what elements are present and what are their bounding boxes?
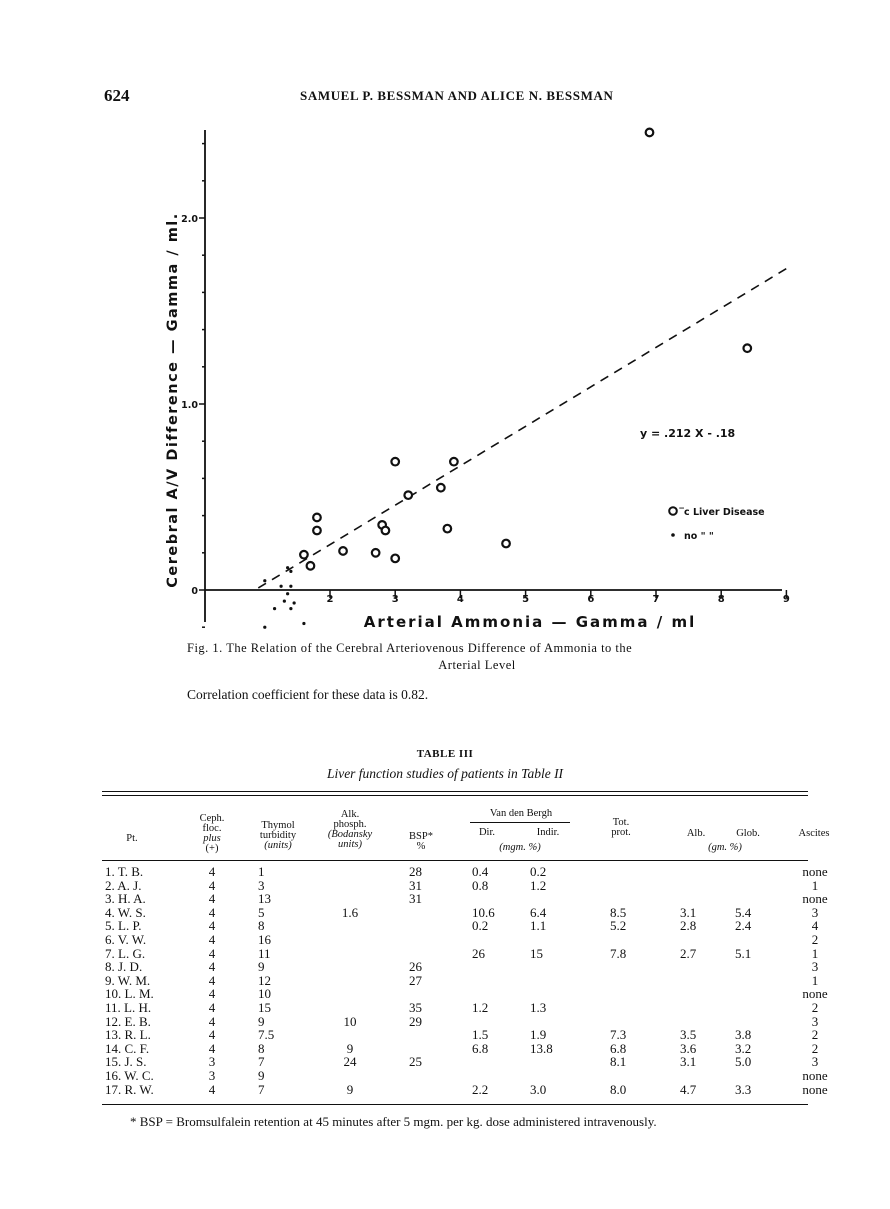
figure-caption-line1: Fig. 1. The Relation of the Cerebral Arteriovenous Difference of Ammonia to the (187, 641, 633, 655)
cell-pt: 8. J. D. (105, 959, 143, 975)
cell-indir: 1.3 (530, 1000, 547, 1015)
cell-thymol: 9 (258, 1068, 265, 1083)
cell-tot: 8.0 (610, 1081, 627, 1097)
cell-bsp: 29 (409, 1013, 422, 1029)
cell-ceph: 4 (208, 918, 216, 934)
cell-ceph: 4 (208, 1013, 216, 1029)
cell-pt: 5. L. P. (105, 918, 142, 934)
cell-dir: 0.2 (472, 918, 489, 934)
liver-disease-point (404, 491, 412, 499)
header-ceph: Ceph. floc. plus (+) (199, 813, 225, 854)
cell-dir: 26 (472, 945, 485, 961)
cell-thymol: 7.5 (258, 1027, 275, 1043)
van-den-bergh-rule (470, 822, 570, 823)
cell-ceph: 4 (208, 1000, 216, 1015)
cell-ceph: 4 (208, 932, 216, 947)
header-indir: Indir. (536, 827, 560, 838)
x-axis-label: Arterial Ammonia — Gamma / ml (363, 613, 697, 631)
cell-indir: 15 (530, 945, 543, 961)
cell-bsp: 25 (409, 1054, 422, 1070)
cell-ceph: 4 (208, 904, 216, 920)
cell-ceph: 4 (208, 972, 216, 988)
cell-ceph: 4 (208, 891, 216, 907)
cell-ceph: 4 (208, 986, 216, 1002)
cell-ascites: 2 (811, 1027, 819, 1043)
cell-ascites: 4 (811, 918, 819, 934)
cell-pt: 10. L. M. (105, 986, 154, 1002)
no-liver-disease-point (286, 566, 289, 569)
cell-thymol: 7 (258, 1081, 265, 1097)
cell-dir: 1.5 (472, 1027, 489, 1043)
cell-thymol: 8 (258, 1040, 265, 1056)
no-liver-disease-point (289, 607, 292, 610)
x-tick-label-4: 4 (456, 594, 464, 605)
cell-alb: 3.5 (680, 1027, 697, 1043)
liver-disease-point (437, 484, 445, 492)
legend-label-liver-disease: ̅c Liver Disease (684, 507, 765, 518)
table-top-rule (102, 791, 808, 792)
y-tick-label-1.0: 1.0 (181, 400, 198, 411)
header-alk-phosph: Alk. phosph. (Bodansky units) (327, 809, 373, 850)
plot-axes (205, 130, 782, 622)
regression-equation: y = .212 X - .18 (640, 427, 736, 440)
no-liver-disease-point (263, 626, 266, 629)
cell-pt: 4. W. S. (105, 904, 146, 920)
cell-glob: 3.3 (735, 1081, 752, 1097)
header-van-den-bergh: Van den Bergh (489, 808, 553, 819)
liver-disease-point (391, 458, 399, 466)
legend-dot-marker (671, 533, 675, 537)
liver-disease-point (502, 540, 510, 548)
cell-thymol: 7 (258, 1054, 265, 1070)
cell-indir: 1.2 (530, 877, 547, 893)
header-ascites: Ascites (798, 828, 830, 839)
cell-indir: 6.4 (530, 904, 547, 920)
liver-disease-point (339, 547, 347, 555)
cell-thymol: 11 (258, 945, 271, 961)
header-bsp: BSP* % (409, 831, 433, 852)
liver-disease-point (743, 344, 751, 352)
y-tick-label-2.0: 2.0 (181, 214, 198, 225)
cell-bsp: 27 (409, 972, 422, 988)
cell-indir: 1.1 (530, 918, 547, 934)
cell-tot: 8.1 (610, 1054, 627, 1070)
cell-alk: 9 (346, 1040, 354, 1056)
table-bottom-rule (102, 1104, 808, 1105)
no-liver-disease-point (273, 607, 276, 610)
correlation-note: Correlation coefficient for these data is 0.82. (187, 687, 429, 702)
liver-disease-point (391, 555, 399, 563)
cell-ascites: 1 (811, 945, 819, 961)
cell-pt: 12. E. B. (105, 1013, 151, 1029)
cell-glob: 3.8 (735, 1027, 752, 1043)
table-label: TABLE III (416, 748, 474, 760)
no-liver-disease-point (302, 622, 305, 625)
table-top-rule-double (102, 795, 808, 796)
page-number: 624 (104, 86, 130, 105)
header-dir: Dir. (478, 827, 496, 838)
cell-ceph: 3 (208, 1054, 216, 1070)
cell-dir: 0.8 (472, 877, 489, 893)
cell-alk: 10 (343, 1013, 357, 1029)
cell-ascites: none (802, 891, 828, 907)
cell-thymol: 5 (258, 904, 265, 920)
header-prot-units: (gm. %) (708, 842, 742, 853)
cell-tot: 8.5 (610, 904, 627, 920)
cell-pt: 17. R. W. (105, 1081, 154, 1097)
cell-indir: 13.8 (530, 1040, 553, 1056)
cell-ceph: 4 (208, 1027, 216, 1043)
cell-ascites: 3 (811, 1013, 819, 1029)
cell-ascites: 3 (811, 1054, 819, 1070)
cell-pt: 16. W. C. (105, 1068, 154, 1083)
cell-ascites: none (802, 1068, 828, 1083)
legend-circle-marker (669, 507, 677, 515)
data-points (263, 129, 751, 629)
cell-alb: 4.7 (680, 1081, 697, 1097)
liver-disease-point (313, 527, 321, 535)
cell-dir: 0.4 (472, 864, 489, 879)
table-footnote: * BSP = Bromsulfalein retention at 45 minutes after 5 mgm. per kg. dose administered intravenously. (130, 1114, 657, 1129)
cell-thymol: 10 (258, 986, 271, 1002)
y-tick-label-0: 0 (191, 586, 198, 597)
cell-glob: 2.4 (735, 918, 752, 934)
no-liver-disease-point (289, 585, 292, 588)
x-tick-label-6: 6 (587, 594, 595, 605)
x-tick-label-9: 9 (782, 594, 790, 605)
cell-alk: 9 (346, 1081, 354, 1097)
cell-bsp: 28 (409, 864, 422, 879)
cell-indir: 3.0 (530, 1081, 547, 1097)
cell-pt: 2. A. J. (105, 877, 142, 893)
liver-disease-point (450, 458, 458, 466)
header-vdb-units: (mgm. %) (499, 842, 541, 853)
x-tick-label-8: 8 (717, 594, 725, 605)
liver-disease-point (313, 514, 321, 522)
no-liver-disease-point (280, 585, 283, 588)
cell-dir: 6.8 (472, 1040, 489, 1056)
cell-ascites: 3 (811, 904, 819, 920)
cell-alb: 3.6 (680, 1040, 697, 1056)
cell-thymol: 12 (258, 972, 271, 988)
cell-pt: 13. R. L. (105, 1027, 151, 1043)
x-tick-label-7: 7 (652, 594, 660, 605)
cell-thymol: 15 (258, 1000, 271, 1015)
cell-bsp: 31 (409, 877, 422, 893)
cell-glob: 5.4 (735, 904, 752, 920)
cell-ascites: none (802, 864, 828, 879)
axis-ticks (199, 144, 786, 628)
cell-thymol: 8 (258, 918, 265, 934)
cell-indir: 0.2 (530, 864, 547, 879)
cell-dir: 10.6 (472, 904, 495, 920)
cell-ascites: 2 (811, 1000, 819, 1015)
cell-alb: 2.7 (680, 945, 697, 961)
x-tick-label-2: 2 (326, 594, 334, 605)
cell-glob: 5.1 (735, 945, 752, 961)
cell-bsp: 31 (409, 891, 422, 907)
cell-glob: 5.0 (735, 1054, 752, 1070)
legend-label-no-liver-disease: no " " (684, 531, 714, 542)
cell-pt: 6. V. W. (105, 932, 147, 947)
cell-thymol: 3 (258, 877, 265, 893)
y-axis-label: Cerebral A/V Difference — Gamma / ml. (165, 212, 181, 588)
header-pt: Pt. (126, 833, 138, 844)
cell-alb: 3.1 (680, 904, 697, 920)
cell-bsp: 35 (409, 1000, 422, 1015)
cell-alb: 3.1 (680, 1054, 697, 1070)
cell-thymol: 9 (258, 959, 265, 975)
cell-pt: 15. J. S. (105, 1054, 147, 1070)
cell-alk: 1.6 (341, 904, 359, 920)
cell-alk: 24 (343, 1054, 357, 1070)
cell-dir: 1.2 (472, 1000, 489, 1015)
cell-pt: 1. T. B. (105, 864, 144, 879)
cell-pt: 9. W. M. (105, 972, 151, 988)
x-tick-label-3: 3 (391, 594, 399, 605)
header-alb: Alb. (686, 828, 706, 839)
cell-ascites: 2 (811, 1040, 819, 1056)
cell-ascites: none (802, 986, 828, 1002)
cell-ceph: 3 (208, 1068, 216, 1083)
cell-thymol: 16 (258, 932, 271, 947)
cell-ceph: 4 (208, 1081, 216, 1097)
cell-tot: 6.8 (610, 1040, 627, 1056)
figure-caption-line2: Arterial Level (438, 658, 516, 672)
cell-bsp: 26 (409, 959, 422, 975)
no-liver-disease-point (289, 570, 292, 573)
figure-caption (187, 640, 767, 674)
liver-disease-point (646, 129, 654, 137)
cell-thymol: 1 (258, 864, 265, 879)
running-head: SAMUEL P. BESSMAN AND ALICE N. BESSMAN (300, 88, 614, 103)
axis-tick-labels (181, 214, 790, 605)
liver-disease-point (382, 527, 390, 535)
cell-pt: 14. C. F. (105, 1040, 150, 1056)
liver-disease-point (444, 525, 452, 533)
cell-tot: 7.3 (610, 1027, 627, 1043)
cell-ceph: 4 (208, 877, 216, 893)
table-header-rule (102, 860, 808, 861)
cell-pt: 11. L. H. (105, 1000, 152, 1015)
header-tot-prot: Tot. prot. (611, 817, 631, 838)
header-thymol: Thymol turbidity (units) (259, 820, 297, 851)
cell-pt: 3. H. A. (105, 891, 146, 907)
cell-thymol: 13 (258, 891, 271, 907)
legend (669, 507, 764, 542)
cell-ascites: 1 (811, 877, 819, 893)
cell-tot: 7.8 (610, 945, 627, 961)
table-title: Liver function studies of patients in Table II (326, 766, 564, 781)
liver-disease-point (372, 549, 380, 557)
cell-ceph: 4 (208, 945, 216, 961)
cell-indir: 1.9 (530, 1027, 547, 1043)
no-liver-disease-point (286, 592, 289, 595)
cell-ceph: 4 (208, 1040, 216, 1056)
cell-tot: 5.2 (610, 918, 627, 934)
no-liver-disease-point (293, 601, 296, 604)
cell-thymol: 9 (258, 1013, 265, 1029)
cell-pt: 7. L. G. (105, 945, 146, 961)
header-glob: Glob. (736, 828, 760, 839)
cell-ascites: none (802, 1081, 828, 1097)
liver-disease-point (300, 551, 308, 559)
x-tick-label-5: 5 (522, 594, 530, 605)
cell-ascites: 1 (811, 972, 819, 988)
cell-ceph: 4 (208, 959, 216, 975)
cell-alb: 2.8 (680, 918, 697, 934)
cell-ascites: 3 (811, 959, 819, 975)
no-liver-disease-point (263, 579, 266, 582)
cell-glob: 3.2 (735, 1040, 752, 1056)
liver-disease-point (307, 562, 315, 570)
cell-ceph: 4 (208, 864, 216, 879)
no-liver-disease-point (283, 600, 286, 603)
cell-ascites: 2 (811, 932, 819, 947)
cell-dir: 2.2 (472, 1081, 489, 1097)
